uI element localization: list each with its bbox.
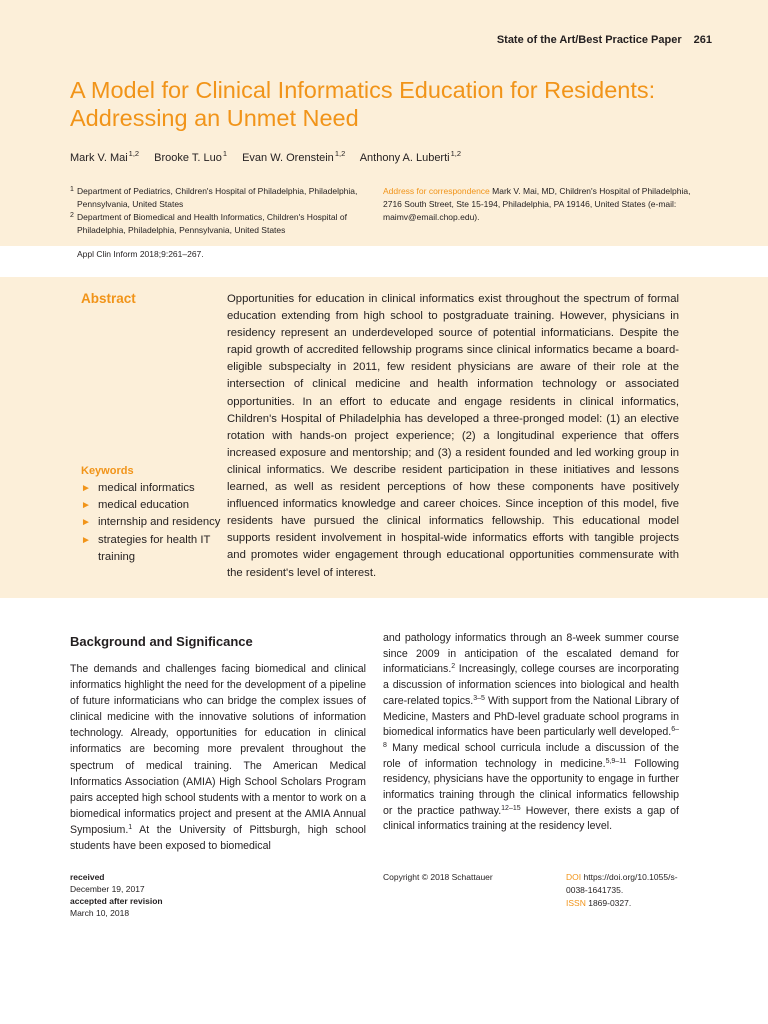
reference-marker: 3–5 <box>473 694 485 702</box>
correspondence-text: Mark V. Mai, MD, Children's Hospital of Philadelphia, 2716 South Street, Ste 15-194, Philadelphia, PA 19146, United States (e-mail: maimv@email.chop.edu). <box>383 186 691 222</box>
keywords-heading: Keywords <box>81 465 134 477</box>
doi-label: DOI <box>566 872 582 882</box>
accepted-date: March 10, 2018 <box>70 908 130 918</box>
doi-issn <box>566 871 696 910</box>
author: Brooke T. Luo$^1$ <box>154 149 228 164</box>
affiliations <box>70 185 370 237</box>
reference-marker: 6–8 <box>383 726 679 749</box>
issn-value: 1869-0327. <box>588 898 632 908</box>
doi-link[interactable]: https://doi.org/10.1055/s-0038-1641735. <box>566 872 678 895</box>
copyright: Copyright © 2018 Schattauer <box>383 872 493 882</box>
article-title: A Model for Clinical Informatics Education for Residents: Addressing an Unmet Need <box>70 77 656 131</box>
arrow-bullet-icon: ► <box>81 534 91 546</box>
abstract-text: Opportunities for education in clinical informatics exist throughout the spectrum of formal education extending from high school to postgraduate training. However, physicians in residency represent an underdeveloped source of potential informaticians. Despite the rapid growth of accredited fellowship programs since clinical informatics became a board-eligible subspecialty in 2011, few resident physicians are aware of their role at the intersection of clinical medicine and health information technology or associated opportunities. In an effort to educate and engage residents in clinical informatics, Children's Hospital of Philadelphia has developed a three-pronged model: (1) an elective rotation with hands-on project experience; (2) a longitudinal experience that offers increased exposure and mentorship; and (3) a resident founded and led working group in clinical informatics. We describe resident participation in these initiatives and lessons learned, as well as resident perceptions of how these components have positively influenced informatics knowledge and career choices. Since inception of this model, five residents have pursued the clinical informatics fellowship. This educational model supports resident involvement in hospital-wide informatics efforts with tangible projects and promotes wider engagement through educational opportunities commensurate with the resident's level of interest. <box>227 293 679 579</box>
body-column-right: and pathology informatics through an 8-week summer course since 2009 in anticipation of the escalated demand for informaticians.$^2$ Increasingly, college courses are incorporating a discussion of information sciences into biological and health care-related topics.$^{3-5}$ With support from the National Library of Medicine, Masters and PhD-level graduate school programs in biomedical informatics have been particularly well developed.$^{6-8}$ Many medical school curricula include a discussion of the role of information technology in medicine.$^{5,9-11}$ Following residency, physicians have the opportunity to engage in further informatics training through the clinical informatics fellowship or the practice pathway.$^{12-15}$ However, there exists a gap of clinical informatics training at the residency level. <box>383 632 680 833</box>
running-head <box>497 34 712 46</box>
page-number: 261 <box>693 34 712 46</box>
section-heading: Background and Significance <box>70 634 253 649</box>
arrow-bullet-icon: ► <box>81 517 91 529</box>
body-column-left: The demands and challenges facing biomedical and clinical informatics highlight the need for the development of a pipeline of future informaticians who can bridge the complex issues of clinical medicine with the innovative solutions of information technology. Already, opportunities for education in clinical informatics are becoming more prevalent throughout the spectrum of medical training. The American Medical Informatics Association (AMIA) High School Scholars Program pairs accepted high school students with a mentor to work on a biomedical informatics project and present at the AMIA Annual Symposium.$^1$ At the University of Pittsburgh, high school students have been exposed to biomedical <box>70 663 366 853</box>
abstract-heading: Abstract <box>81 291 136 306</box>
received-label: received <box>70 872 105 882</box>
running-title: State of the Art/Best Practice Paper <box>496 34 682 46</box>
keyword-item: ► strategies for health IT training <box>81 533 211 563</box>
reference-marker: 12–15 <box>501 804 521 812</box>
keywords-list <box>81 480 221 566</box>
keyword-item: ► internship and residency <box>81 514 221 531</box>
issn-label: ISSN <box>566 898 586 908</box>
affiliation: 1 Department of Pediatrics, Children's Hospital of Philadelphia, Philadelphia, Pennsylvania, United States <box>70 186 358 209</box>
reference-marker: 1 <box>128 823 133 831</box>
keyword-item: ► medical informatics <box>81 480 221 497</box>
author: Mark V. Mai$^{1,2}$ <box>70 149 140 164</box>
affiliation: 2 Department of Biomedical and Health Informatics, Children's Hospital of Philadelphia, Philadelphia, Pennsylvania, United States <box>70 212 347 235</box>
reference-marker: 5,9–11 <box>605 757 627 765</box>
correspondence-label: Address for correspondence <box>383 186 490 196</box>
author-list <box>70 149 473 164</box>
article-dates <box>70 871 163 919</box>
keywords-block <box>81 463 221 566</box>
arrow-bullet-icon: ► <box>81 483 91 494</box>
accepted-label: accepted after revision <box>70 896 163 906</box>
citation: Appl Clin Inform 2018;9:261–267. <box>77 249 204 259</box>
keyword-item: ► medical education <box>81 497 221 514</box>
correspondence-address <box>383 185 693 224</box>
author: Evan W. Orenstein$^{1,2}$ <box>242 149 346 164</box>
arrow-bullet-icon: ► <box>81 500 91 512</box>
reference-marker: 2 <box>451 663 456 671</box>
author: Anthony A. Luberti$^{1,2}$ <box>359 149 462 164</box>
received-date: December 19, 2017 <box>70 884 145 894</box>
